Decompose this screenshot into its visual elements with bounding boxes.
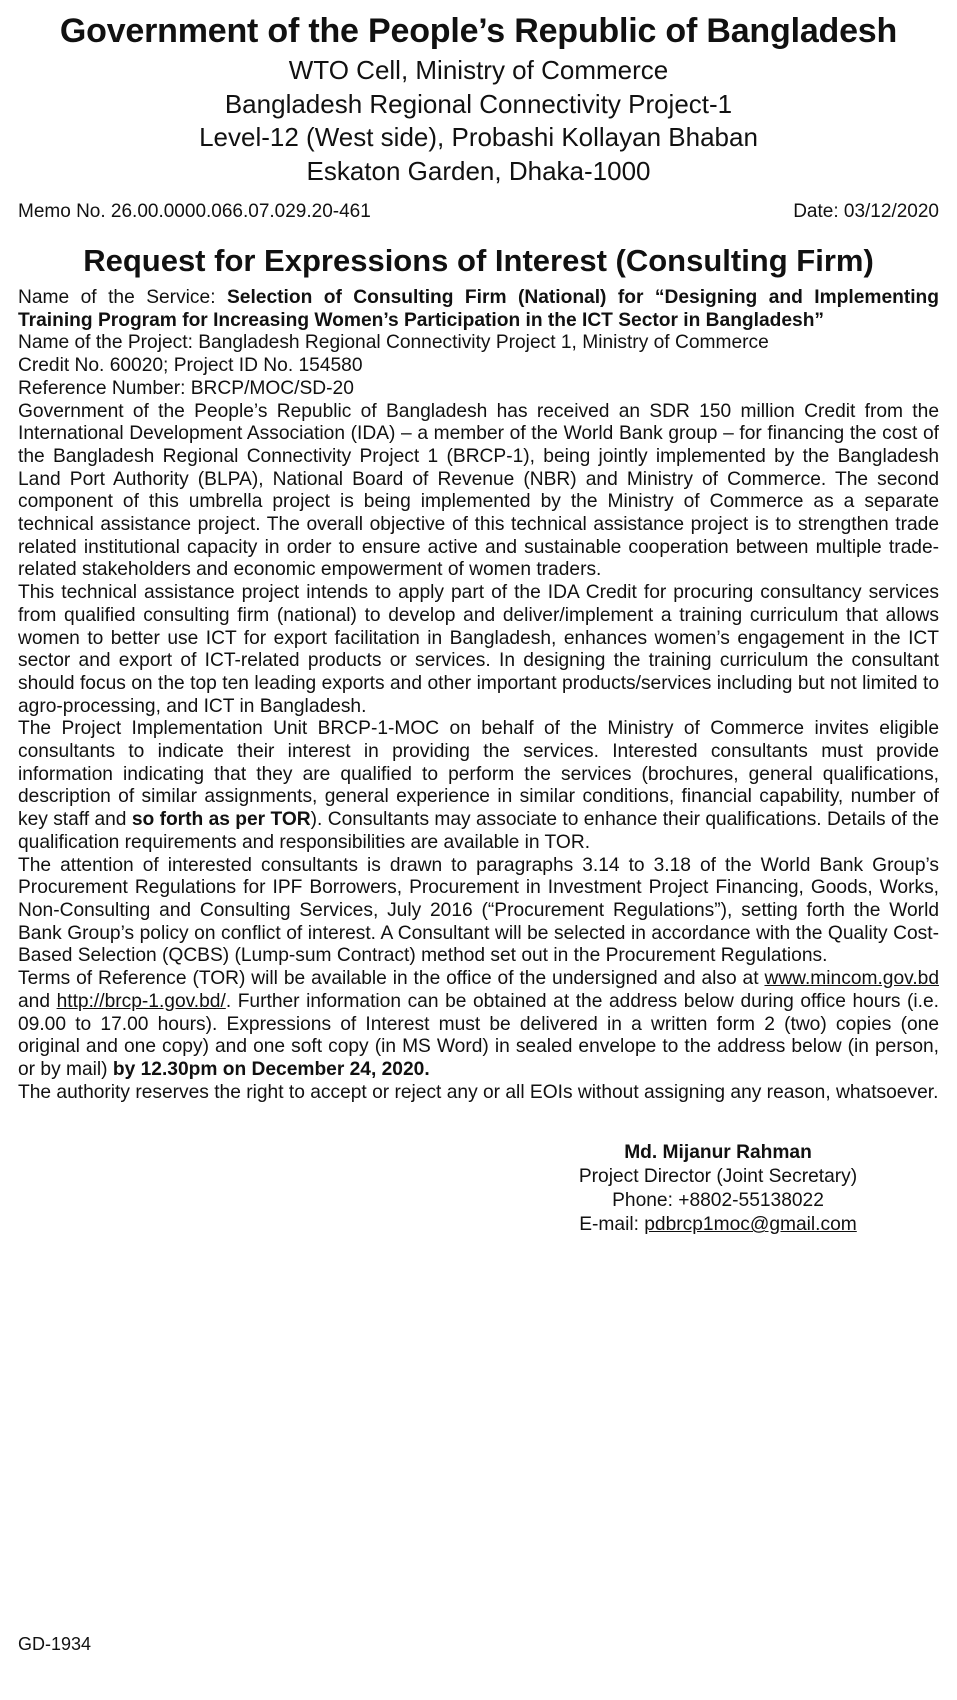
office-name: WTO Cell, Ministry of Commerce [288, 55, 669, 85]
brcp-website-link[interactable]: http://brcp-1.gov.bd/ [56, 990, 226, 1012]
letterhead [18, 8, 939, 188]
paragraph-procurement-regulations: The attention of interested consultants is drawn to paragraphs 3.14 to 3.18 of the World Bank Group’s Procurement Regulations for IPF Borrowers, Procurement in Investment Project Financing, Goods, Works, Non-Consulting and Consulting Services, July 2016 (“Procurement Regulations”), setting forth the World Bank Group’s policy on conflict of interest. A Consultant will be selected in accordance with the Quality Cost-Based Selection (QCBS) (Lump-sum Contract) method set out in the Procurement Regulations. [18, 854, 939, 967]
project-name-header: Bangladesh Regional Connectivity Project-1 [224, 88, 733, 119]
service-name: Selection of Consulting Firm (National) for “Designing and Implementing Training Program for Increasing Women’s Participation in the ICT Sector in Bangladesh” [18, 287, 939, 331]
gd-code: GD-1934 [18, 1634, 92, 1654]
mincom-website-link[interactable]: www.mincom.gov.bd [764, 968, 939, 990]
invitation-bold-text: so forth as per TOR [131, 809, 311, 831]
signature-block [538, 1141, 898, 1237]
signatory-email-line [538, 1213, 898, 1237]
paragraph-project-intent: This technical assistance project intends to apply part of the IDA Credit for procuring consultancy services from qualified consulting firm (national) to develop and deliver/implement a training curriculum that allows women to better use ICT for export facilitation in Bangladesh, enhances women’s engagement in the ICT sector and export of ICT-related products or services. In designing the training curriculum the consultant should focus on the top ten leading exports and other important products/services including but not limited to agro-processing, and ICT in Bangladesh. [18, 582, 939, 717]
memo-row [18, 198, 939, 226]
submission-text-start: Terms of Reference (TOR) will be available in the office of the undersigned and also at [18, 968, 765, 990]
reference-line: Reference Number: BRCP/MOC/SD-20 [18, 377, 354, 399]
paragraph-rights-reserved: The authority reserves the right to accept or reject any or all EOIs without assigning any reason, whatsoever. [18, 1081, 939, 1103]
paragraph-invitation [18, 718, 939, 854]
signatory-name: Md. Mijanur Rahman [624, 1142, 812, 1164]
memo-number: Memo No. 26.00.0000.066.07.029.20-461 [18, 201, 371, 222]
signatory-designation: Project Director (Joint Secretary) [578, 1166, 858, 1188]
service-paragraph [18, 287, 939, 332]
signatory-phone: Phone: +8802-55138022 [612, 1190, 824, 1212]
service-label: Name of the Service: [18, 287, 227, 308]
memo-date: Date: 03/12/2020 [793, 201, 939, 222]
submission-and: and [18, 990, 57, 1012]
government-title: Government of the People’s Republic of Bangladesh [59, 12, 898, 50]
credit-line: Credit No. 60020; Project ID No. 154580 [18, 355, 363, 377]
paragraph-submission [18, 968, 939, 1082]
notice-title: Request for Expressions of Interest (Consulting Firm) [83, 243, 874, 278]
submission-text-middle: . Further information can be obtained at the address below during office hours (i.e. 09.00 to 17.00 hours). Expressions of Interest must be delivered in a written form 2 (two) copies (one original and one copy) and one soft copy (in MS Word) in sealed envelope to the address below (in person, or by mail) [18, 990, 939, 1080]
invitation-text-start: The Project Implementation Unit BRCP-1-MOC on behalf of the Ministry of Commerce invites eligible consultants to indicate their interest in providing the services. Interested consultants must provide information indicating that they are qualified to perform the services (brochures, general qualifications, description of similar assignments, general experience in similar conditions, financial capability, number of key staff and [18, 718, 939, 831]
submission-deadline: by 12.30pm on December 24, 2020. [112, 1058, 430, 1080]
project-line: Name of the Project: Bangladesh Regional Connectivity Project 1, Ministry of Commerce [18, 332, 769, 354]
email-link[interactable]: pdbrcp1moc@gmail.com [644, 1214, 857, 1236]
notice-body [18, 287, 939, 1104]
invitation-text-end: ). Consultants may associate to enhance their qualifications. Details of the qualification requirements and responsibilities are available in TOR. [18, 809, 939, 853]
building-address: Level-12 (West side), Probashi Kollayan Bhaban [199, 122, 758, 152]
city-address: Eskaton Garden, Dhaka-1000 [306, 155, 651, 186]
email-label: E-mail: [579, 1214, 645, 1236]
paragraph-credit-background: Government of the People’s Republic of Bangladesh has received an SDR 150 million Credit from the International Development Association (IDA) – a member of the World Bank group – for financing the cost of the Bangladesh Regional Connectivity Project 1 (BRCP-1), being jointly implemented by the Bangladesh Land Port Authority (BLPA), National Board of Revenue (NBR) and Ministry of Commerce. The second component of this umbrella project is being implemented by the Ministry of Commerce as a separate technical assistance project. The overall objective of this technical assistance project is to strengthen trade related institutional capacity in order to ensure active and sustainable cooperation between multiple trade-related stakeholders and economic empowerment of women traders. [18, 400, 939, 581]
